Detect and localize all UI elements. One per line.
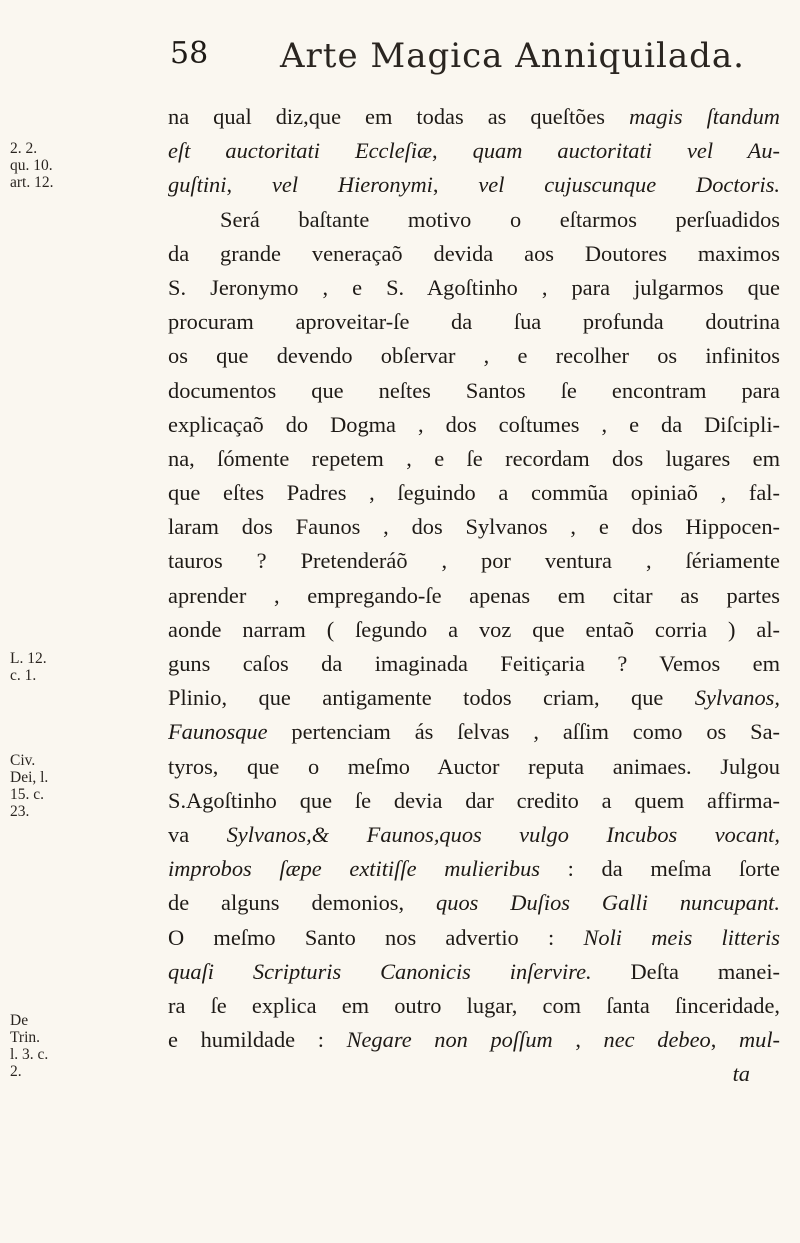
text-span: os que devendo obſervar , e recolher os infinitos [168, 343, 780, 369]
text-line [168, 476, 780, 510]
text-span: e humildade : [168, 1027, 347, 1053]
page-header [0, 36, 800, 86]
margin-note-line: De [10, 1012, 29, 1029]
italic-text: mul- [738, 1027, 780, 1053]
body-text [168, 100, 780, 1091]
text-span: tyros, que o meſmo Auctor reputa animaes. Julgou [168, 753, 780, 779]
text-span: : da meſma ſorte [540, 856, 780, 882]
text-span: , [552, 1027, 604, 1053]
margin-note-civ-dei [10, 752, 68, 820]
margin-note-line: 23. [10, 803, 30, 820]
italic-text: vel Hieronymi [271, 172, 433, 198]
text-span: que eſtes Padres , ſeguindo a commũa opiniaõ , fal- [168, 480, 780, 506]
text-span: procuram aproveitar-ſe da ſua profunda doutrina [168, 309, 780, 335]
text-line [168, 750, 780, 784]
text-line [168, 442, 780, 476]
text-line [168, 818, 780, 852]
text-span: tauros ? Pretenderáõ , por ventura , ſériamente [168, 548, 780, 574]
text-span: guns caſos da imaginada Feitiçaria ? Vemos em [168, 651, 780, 676]
margin-note-summa [10, 140, 68, 191]
italic-text: quam auctoritati vel Au- [472, 138, 780, 164]
margin-note-line: Dei, l. [10, 769, 49, 786]
text-span: da grande veneraçaõ devida aos Doutores maximos [168, 240, 780, 266]
text-line [168, 1023, 780, 1057]
text-span: va [168, 821, 227, 847]
text-line [168, 100, 780, 134]
italic-text: eſt auctoritati Eccleſiæ [168, 138, 433, 164]
text-line [168, 271, 780, 305]
text-span: Será baſtante motivo o eſtarmos perſuadidos [220, 206, 780, 232]
text-span: na, ſómente repetem , e ſe recordam dos lugares em [168, 445, 780, 471]
text-line [168, 544, 780, 578]
text-line [168, 955, 780, 989]
italic-text: Noli meis litteris [583, 924, 780, 950]
text-span: aonde narram ( ſegundo a voz que entaõ corria ) al- [168, 616, 780, 642]
text-line [168, 579, 780, 613]
italic-text: improbos ſæpe extitiſſe mulieribus [168, 856, 540, 882]
text-line [168, 339, 780, 373]
text-line [168, 134, 780, 168]
margin-note-de-trin [10, 1012, 68, 1080]
margin-note-line: 15. c. [10, 786, 45, 803]
text-span: , [710, 1027, 739, 1053]
text-span: na qual diz,que em todas as queſtões [168, 104, 630, 129]
text-line [168, 510, 780, 544]
page-number: 58 [170, 36, 209, 71]
text-span: S.Agoſtinho que ſe devia dar credito a quem affirma- [168, 787, 780, 813]
margin-note-line: art. 12. [10, 174, 54, 191]
text-line [168, 681, 780, 715]
margin-note-line: Civ. [10, 752, 36, 769]
margin-note-line: l. 3. c. [10, 1046, 49, 1063]
text-span: de alguns demonios, [168, 890, 437, 916]
italic-text: guſtini [168, 172, 227, 198]
running-title: Arte Magica Anniquilada. [280, 36, 745, 76]
italic-text: vel cujuscunque Doctoris. [478, 172, 780, 198]
text-line [168, 989, 780, 1023]
text-line [168, 921, 780, 955]
italic-text: Negare non poſſum [346, 1027, 553, 1053]
text-line [168, 237, 780, 271]
text-span: explicaçaõ do Dogma , dos coſtumes , e da Diſcipli- [168, 411, 780, 437]
text-span: Deſta manei- [591, 958, 780, 984]
text-line [168, 203, 780, 237]
italic-text: Sylvanos,& Faunos,quos vulgo Incubos vocant, [226, 821, 780, 847]
text-span: , [226, 172, 272, 198]
text-span: , [432, 172, 479, 198]
italic-text: Sylvanos, [694, 685, 780, 711]
text-line [168, 852, 780, 886]
text-line [168, 886, 780, 920]
text-span: O meſmo Santo nos advertio : [168, 924, 584, 950]
text-span: S. Jeronymo , e S. Agoſtinho , para julgarmos que [168, 274, 780, 300]
italic-text: ta [732, 1061, 750, 1087]
text-line [168, 374, 780, 408]
italic-text: quos Duſios Galli nuncupant. [436, 890, 780, 916]
text-line [168, 715, 780, 749]
text-span: , [432, 138, 473, 164]
italic-text: Faunosque [168, 719, 268, 745]
text-line [168, 784, 780, 818]
text-span: aprender , empregando-ſe apenas em citar as partes [168, 582, 780, 608]
italic-text: magis ſtandum [629, 104, 780, 129]
text-line [168, 408, 780, 442]
text-line [168, 168, 780, 202]
text-line [168, 1057, 780, 1091]
text-line [168, 305, 780, 339]
margin-note-line: 2. [10, 1063, 22, 1080]
italic-text: quaſi Scripturis Canonicis inſervire. [168, 958, 592, 984]
text-span: Plinio, que antigamente todos criam, que [168, 685, 695, 711]
margin-note-line: L. 12. [10, 650, 47, 667]
text-line [168, 647, 780, 681]
text-span: documentos que neſtes Santos ſe encontram para [168, 377, 780, 403]
italic-text: nec debeo [603, 1027, 711, 1053]
text-line [168, 613, 780, 647]
margin-note-line: c. 1. [10, 667, 37, 684]
margin-note-line: Trin. [10, 1029, 41, 1046]
margin-note-line: qu. 10. [10, 157, 53, 174]
text-span: pertenciam ás ſelvas , aſſim como os Sa- [267, 719, 780, 745]
text-span: laram dos Faunos , dos Sylvanos , e dos Hippocen- [168, 514, 780, 540]
margin-note-line: 2. 2. [10, 140, 38, 157]
margin-note-plinio [10, 650, 68, 684]
text-span: ra ſe explica em outro lugar, com ſanta ſinceridade, [168, 992, 780, 1018]
